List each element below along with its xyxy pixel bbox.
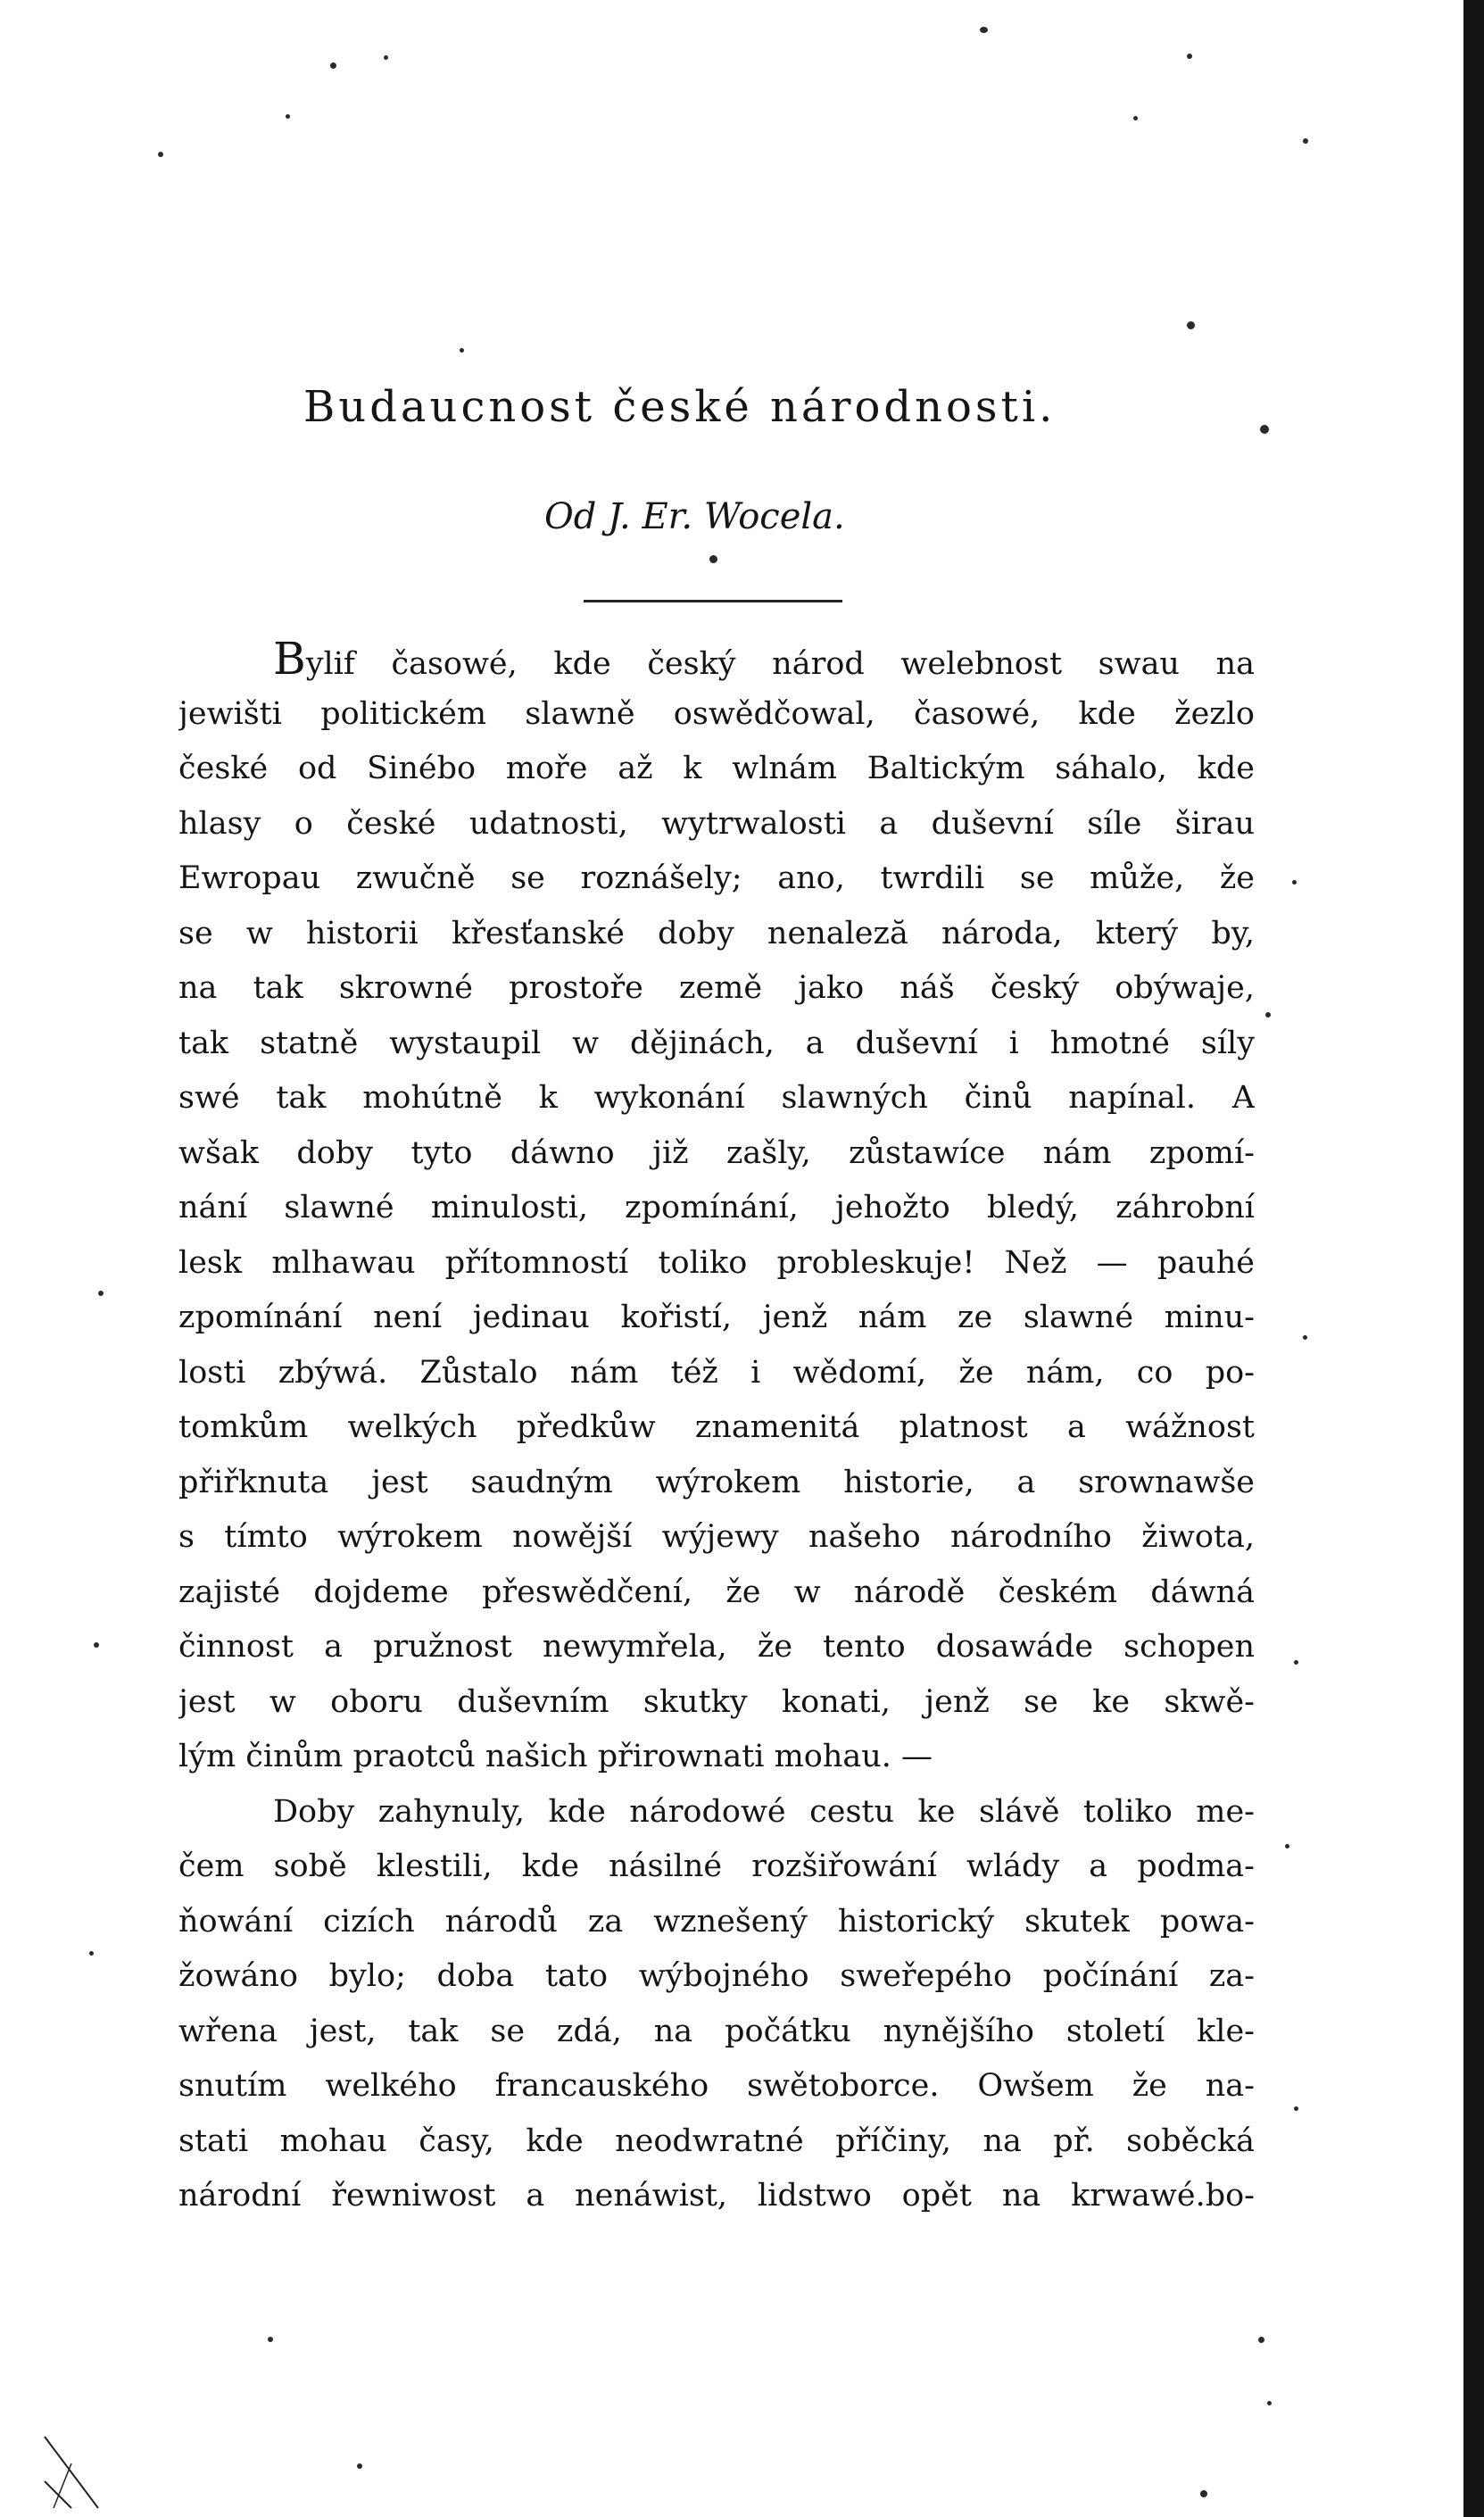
page-edge <box>1463 0 1484 2517</box>
scan-speck <box>357 2463 362 2469</box>
page-title: Budaucnost české národnosti. <box>303 382 1057 432</box>
text-line: s tímto wýrokem nowější wýjewy našeho národního žiwota, <box>178 1519 1255 1555</box>
text-line: swé tak mohútně k wykonání slawných činů napínal. A <box>178 1080 1255 1116</box>
text-line: wšak doby tyto dáwno již zašly, zůstawíce nám zpomí- <box>178 1135 1255 1171</box>
text-line: lesk mlhawau přítomností toliko probleskuje! Než — pauhé <box>178 1245 1255 1281</box>
scan-speck <box>1294 1660 1298 1665</box>
text-line: na tak skrowné prostoře země jako náš český obýwaje, <box>178 970 1255 1006</box>
scan-speck <box>1285 1844 1289 1848</box>
text-line: se w historii křesťanské doby nenaleză národa, který by, <box>178 916 1255 951</box>
scan-speck <box>1200 2490 1207 2497</box>
text-line: lým činům praotců našich přirownati mohau. — <box>178 1739 933 1774</box>
scan-speck <box>1133 116 1138 120</box>
scan-speck <box>1267 2401 1272 2405</box>
text-line: nání slawné minulosti, zpomínání, jehožto bledý, záhrobní <box>178 1190 1255 1225</box>
text-line: přiřknuta jest saudným wýrokem historie, a srownawše <box>178 1465 1255 1500</box>
text-line: žowáno bylo; doba tato wýbojného sweřepého počínání za- <box>178 1958 1255 1994</box>
scan-speck <box>94 1642 99 1648</box>
scan-speck <box>1260 425 1269 434</box>
drop-capital: B <box>273 633 306 685</box>
scan-speck <box>268 2337 273 2342</box>
scan-speck <box>1187 321 1195 329</box>
scan-speck <box>1294 2106 1298 2111</box>
scan-speck <box>384 55 388 60</box>
text-line: snutím welkého francauského swětoborce. Owšem že na- <box>178 2068 1255 2104</box>
text-line: stati mohau časy, kde neodwratné příčiny, na př. soběcká <box>178 2123 1255 2159</box>
author-line: Od J. Er. Wocela. <box>544 496 845 537</box>
text-line: činnost a pružnost newymřela, že tento dosawáde schopen <box>178 1629 1255 1665</box>
scan-speck <box>158 152 163 157</box>
text-line: Doby zahynuly, kde národowé cestu ke slávě toliko me- <box>273 1794 1255 1830</box>
scan-speck <box>330 62 336 69</box>
text-line: tak statně wystaupil w dějinách, a duševní i hmotné síly <box>178 1026 1255 1061</box>
text-line: české od Sinébo moře až k wlnám Baltickým sáhalo, kde <box>178 751 1255 786</box>
text-line: Bylif časowé, kde český národ welebnost swau na <box>273 633 1255 685</box>
text-line: národní řewniwost a nenáwist, lidstwo opět na krwawé.bo- <box>178 2178 1255 2214</box>
text-line: čem sobě klestili, kde násilné rozšiřowání wlády a podma- <box>178 1848 1255 1884</box>
scan-speck <box>1265 1012 1271 1018</box>
text-line: hlasy o české udatnosti, wytrwalosti a duševní síle širau <box>178 806 1255 842</box>
scan-speck <box>89 1951 94 1956</box>
scan-speck <box>1303 1335 1307 1340</box>
text-line: jewišti politickém slawně oswědčowal, časowé, kde žezlo <box>178 696 1255 732</box>
text-line: jest w oboru duševním skutky konati, jenž se ke skwě- <box>178 1684 1255 1720</box>
scan-speck <box>460 348 464 353</box>
scan-speck <box>980 27 988 33</box>
text-line: zpomínání není jedinau kořistí, jenž nám ze slawné minu- <box>178 1300 1255 1335</box>
text-line: ňowání cizích národů za wznešený historický skutek powa- <box>178 1904 1255 1940</box>
text-line: tomkům welkých předkůw znamenitá platnost a wážnost <box>178 1409 1255 1445</box>
scan-speck <box>98 1291 104 1296</box>
scan-speck <box>1292 880 1297 885</box>
scan-speck <box>286 114 290 119</box>
scan-speck <box>1303 138 1308 144</box>
text-line: Ewropau zwučně se roznášely; ano, twrdili se může, že <box>178 860 1255 896</box>
text-line: wřena jest, tak se zdá, na počátku nynějšího století kle- <box>178 2014 1255 2049</box>
scan-corner-mark <box>36 2428 143 2517</box>
title-divider <box>584 600 842 602</box>
text-line: zajisté dojdeme přeswědčení, že w národě českém dáwná <box>178 1574 1255 1610</box>
scan-speck <box>709 555 717 563</box>
text-line: losti zbýwá. Zůstalo nám též i wědomí, že nám, co po- <box>178 1355 1255 1391</box>
scan-speck <box>1187 54 1192 59</box>
scan-speck <box>1258 2337 1264 2343</box>
